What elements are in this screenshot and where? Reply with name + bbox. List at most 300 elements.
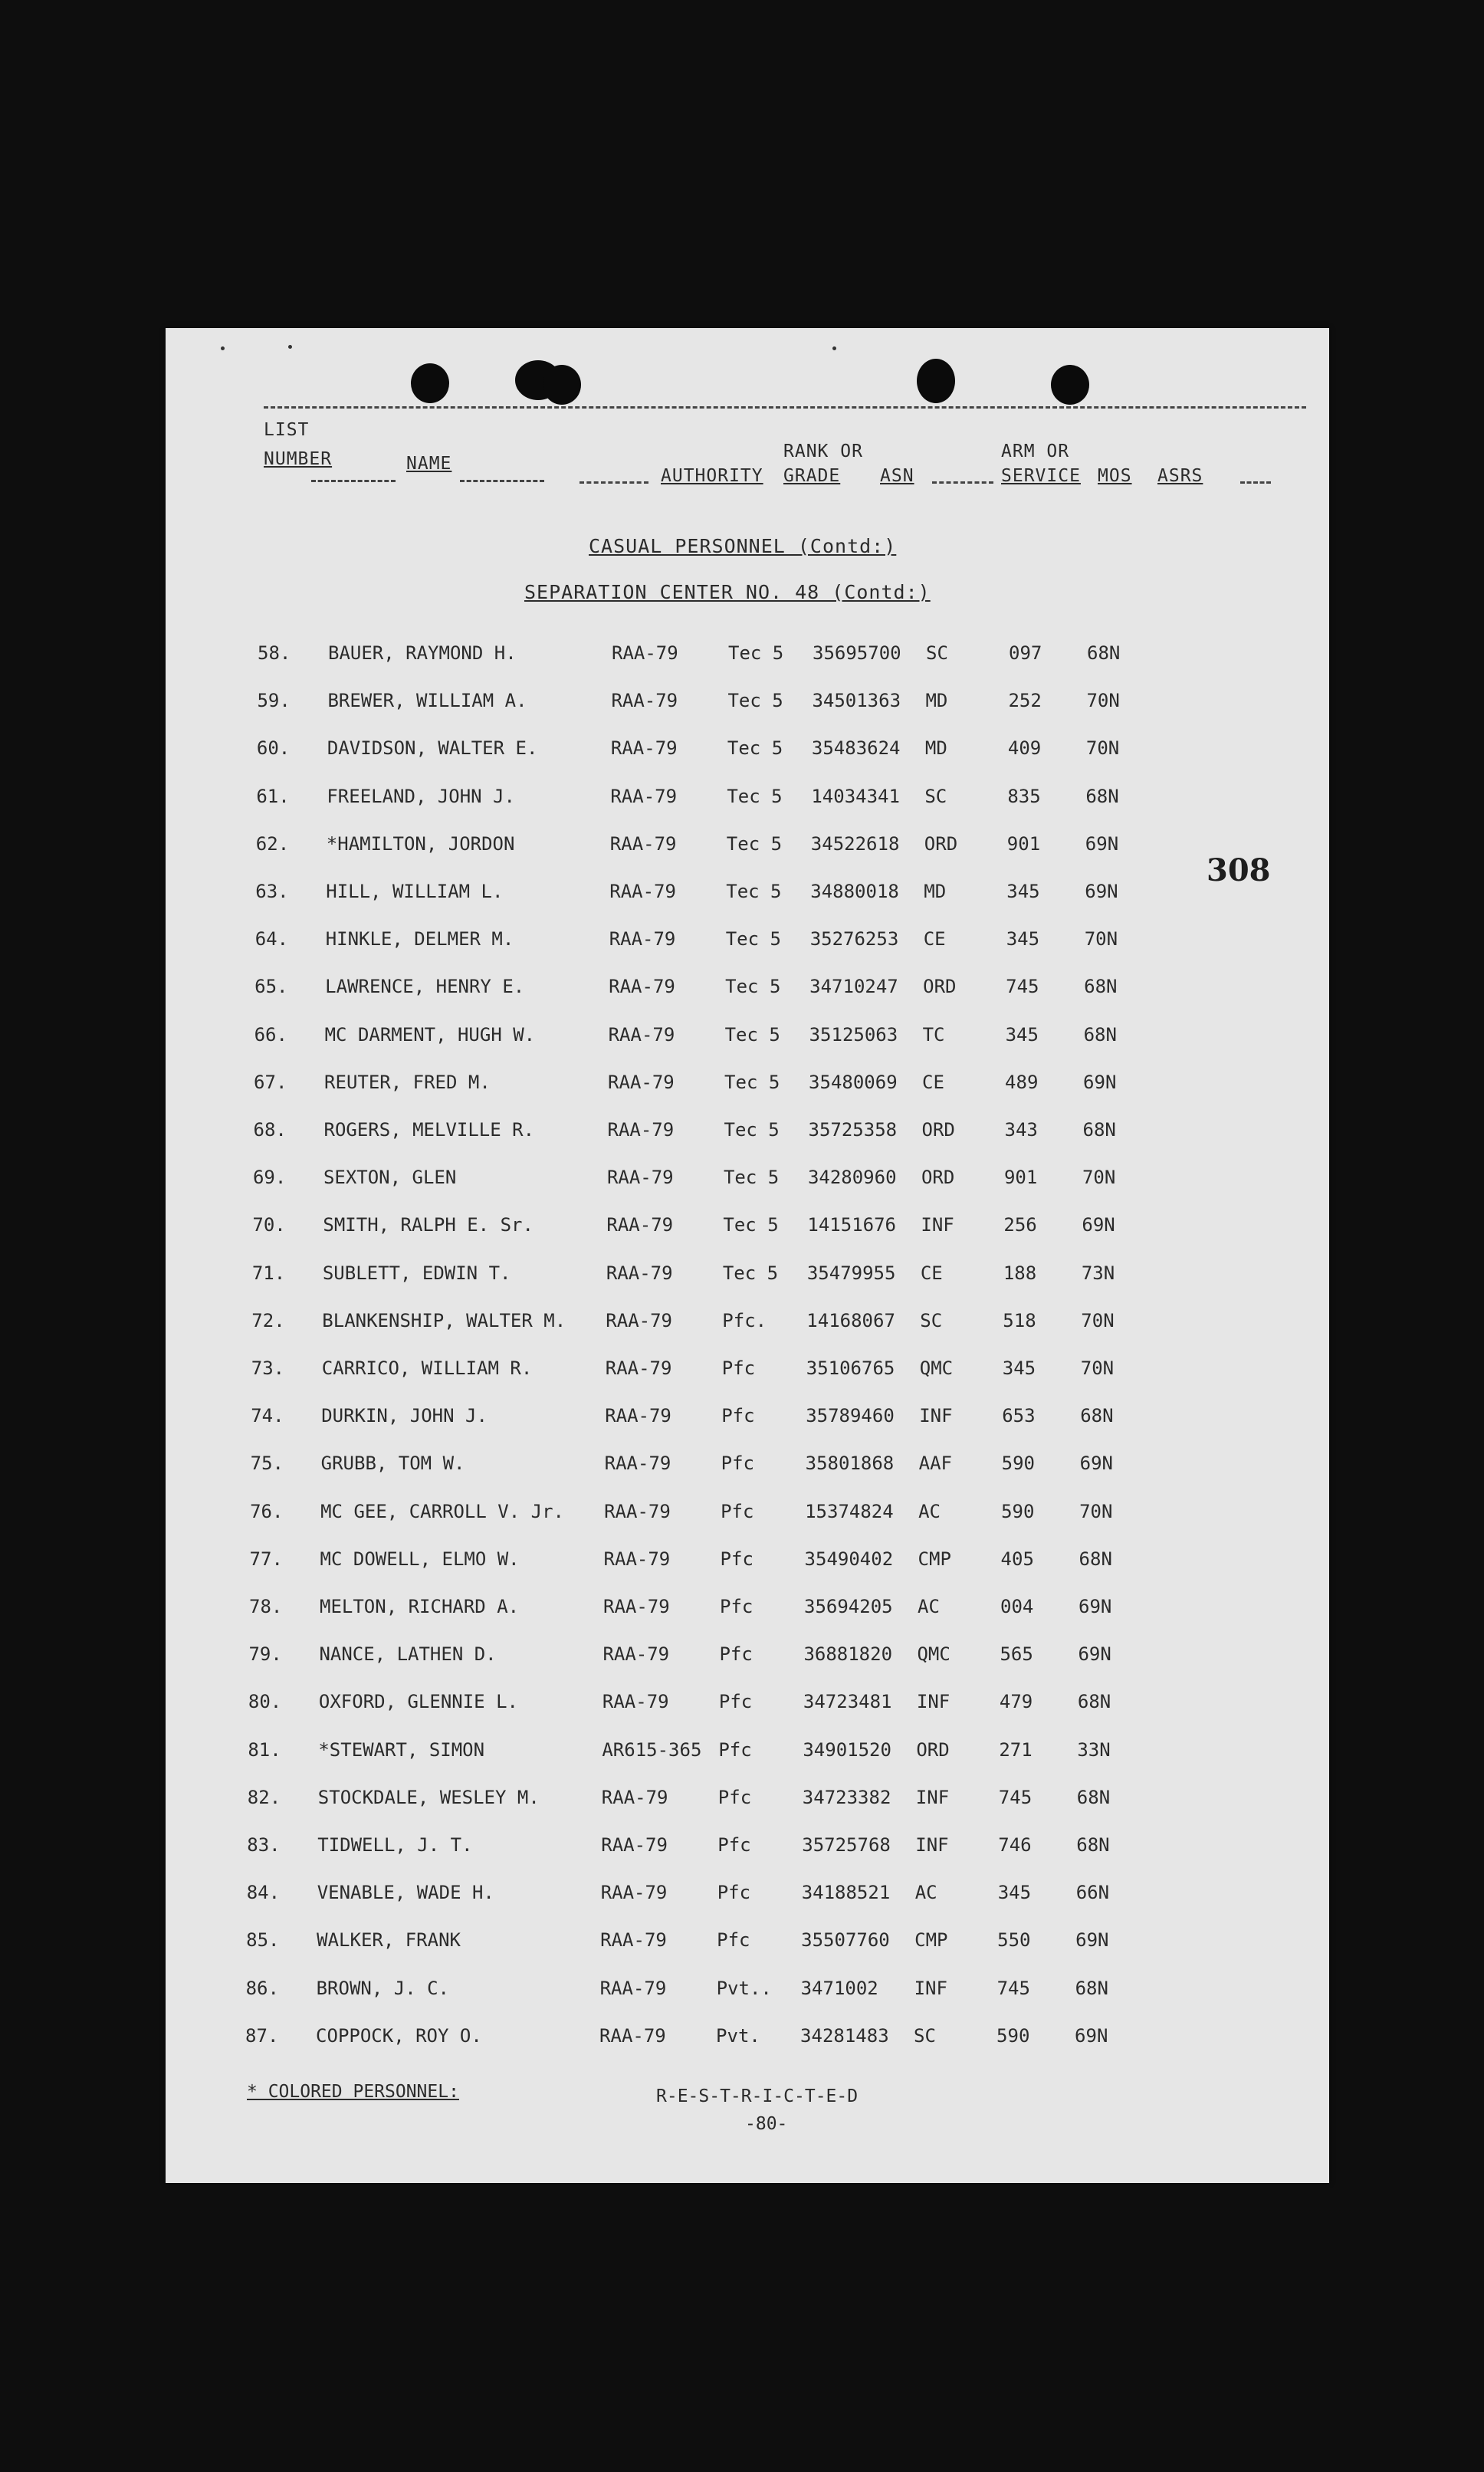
table-row — [166, 1787, 1329, 1817]
row-asrs: 68N — [1082, 1119, 1116, 1141]
row-name: MELTON, RICHARD A. — [320, 1596, 520, 1617]
row-asrs: 70N — [1084, 928, 1118, 950]
page-stamp: 308 — [1207, 852, 1271, 888]
table-row — [166, 1357, 1329, 1388]
row-asrs: 70N — [1085, 737, 1120, 760]
row-mos: 405 — [1000, 1548, 1034, 1570]
row-asrs: 68N — [1077, 1691, 1111, 1713]
row-authority: RAA-79 — [610, 785, 678, 807]
row-asrs: 70N — [1082, 1167, 1116, 1189]
row-grade: Tec 5 — [725, 928, 781, 950]
row-authority: RAA-79 — [606, 1167, 674, 1189]
row-arm: CE — [920, 1262, 943, 1284]
row-mos: 345 — [997, 1882, 1032, 1904]
row-asn: 34710247 — [809, 976, 898, 998]
row-name: NANCE, LATHEN D. — [319, 1643, 497, 1666]
row-asn: 35725358 — [808, 1119, 898, 1141]
punch-hole — [543, 365, 581, 405]
row-number: 64. — [254, 928, 289, 950]
row-mos: 746 — [998, 1834, 1032, 1856]
row-number: 73. — [251, 1357, 285, 1379]
row-mos: 345 — [1006, 881, 1040, 902]
row-grade: Tec 5 — [727, 785, 783, 807]
row-mos: 489 — [1005, 1071, 1039, 1093]
header-name-label: NAME — [406, 454, 452, 474]
row-asn: 14034341 — [811, 785, 900, 807]
table-row — [166, 1929, 1329, 1960]
row-asrs: 69N — [1085, 881, 1118, 902]
row-number: 60. — [256, 737, 291, 760]
row-arm: CE — [923, 928, 946, 950]
speck — [221, 346, 225, 350]
row-arm: MD — [925, 690, 948, 712]
row-number: 66. — [254, 1023, 287, 1046]
row-mos: 256 — [1003, 1214, 1037, 1236]
row-name: TIDWELL, J. T. — [317, 1834, 473, 1856]
row-asrs: 70N — [1080, 1357, 1115, 1379]
row-authority: RAA-79 — [610, 737, 678, 760]
row-asn: 3471002 — [800, 1977, 878, 1999]
row-arm: CMP — [914, 1929, 948, 1952]
row-authority: RAA-79 — [599, 1977, 667, 1999]
row-authority: RAA-79 — [609, 928, 676, 950]
punch-hole — [411, 363, 449, 403]
row-mos: 835 — [1007, 785, 1041, 807]
row-asrs: 69N — [1082, 1214, 1115, 1236]
row-authority: RAA-79 — [602, 1643, 670, 1666]
row-number: 58. — [258, 642, 291, 664]
row-authority: RAA-79 — [609, 881, 676, 902]
row-asn: 35694205 — [804, 1596, 893, 1617]
row-grade: Pfc — [718, 1691, 753, 1713]
row-asrs: 68N — [1079, 1548, 1112, 1570]
row-number: 81. — [248, 1738, 281, 1761]
row-asrs: 69N — [1083, 1071, 1117, 1093]
row-arm: AC — [918, 1596, 940, 1617]
row-name: OXFORD, GLENNIE L. — [318, 1691, 518, 1713]
row-asn: 35125063 — [809, 1023, 898, 1046]
row-asn: 34723481 — [803, 1691, 892, 1713]
row-grade: Pvt.. — [716, 1977, 772, 1999]
row-asrs: 68N — [1084, 976, 1118, 998]
row-asn: 34880018 — [810, 881, 899, 902]
table-row — [166, 1262, 1329, 1293]
row-name: GRUBB, TOM W. — [320, 1453, 465, 1475]
row-mos: 188 — [1003, 1262, 1037, 1284]
row-authority: RAA-79 — [601, 1834, 668, 1856]
row-grade: Tec 5 — [722, 1262, 779, 1284]
row-authority: RAA-79 — [604, 1453, 671, 1475]
row-grade: Pfc — [721, 1357, 756, 1379]
row-number: 80. — [248, 1691, 282, 1713]
row-mos: 745 — [998, 1786, 1033, 1808]
row-name: CARRICO, WILLIAM R. — [321, 1357, 533, 1379]
row-number: 70. — [252, 1214, 286, 1236]
row-asrs: 69N — [1078, 1643, 1111, 1666]
row-grade: Pfc — [721, 1453, 754, 1475]
row-authority: RAA-79 — [600, 1882, 668, 1904]
row-authority: RAA-79 — [606, 1214, 674, 1236]
row-name: LAWRENCE, HENRY E. — [325, 976, 525, 998]
row-grade: Pfc — [717, 1834, 751, 1856]
row-grade: Pfc — [720, 1596, 753, 1617]
row-number: 68. — [253, 1119, 287, 1141]
row-arm: TC — [922, 1023, 945, 1046]
row-name: VENABLE, WADE H. — [317, 1882, 494, 1904]
row-asrs: 33N — [1077, 1738, 1111, 1761]
row-mos: 653 — [1002, 1405, 1036, 1427]
row-name: *STEWART, SIMON — [318, 1738, 485, 1761]
footnote: * COLORED PERSONNEL: — [247, 2082, 459, 2102]
row-asn: 34280960 — [807, 1167, 897, 1189]
header-underline — [932, 481, 993, 484]
row-grade: Pfc — [717, 1929, 750, 1952]
header-underline — [1240, 481, 1271, 484]
row-number: 78. — [249, 1596, 283, 1617]
table-row — [166, 1405, 1329, 1436]
table-row — [166, 1024, 1329, 1055]
speck — [288, 345, 292, 349]
row-asn: 35725768 — [802, 1834, 891, 1856]
row-name: DAVIDSON, WALTER E. — [327, 737, 538, 760]
row-arm: QMC — [917, 1643, 950, 1666]
row-arm: INF — [915, 1786, 950, 1808]
row-grade: Tec 5 — [727, 737, 783, 760]
row-asn: 35490402 — [804, 1548, 894, 1570]
row-number: 71. — [251, 1262, 286, 1284]
table-row — [166, 881, 1329, 911]
row-name: SUBLETT, EDWIN T. — [322, 1262, 511, 1284]
row-authority: RAA-79 — [606, 1309, 672, 1331]
row-grade: Pfc — [720, 1548, 753, 1570]
row-mos: 565 — [1000, 1643, 1033, 1666]
row-arm: INF — [916, 1691, 950, 1713]
row-grade: Tec 5 — [724, 1023, 780, 1046]
row-arm: AC — [918, 1500, 941, 1522]
row-asrs: 66N — [1075, 1882, 1110, 1904]
row-authority: RAA-79 — [607, 1119, 675, 1141]
row-asn: 34723382 — [802, 1786, 891, 1808]
row-name: REUTER, FRED M. — [324, 1071, 491, 1093]
row-name: STOCKDALE, WESLEY M. — [317, 1786, 540, 1808]
row-asrs: 69N — [1075, 1929, 1109, 1952]
table-row — [166, 833, 1329, 864]
row-arm: INF — [915, 1834, 949, 1856]
row-mos: 590 — [996, 2024, 1030, 2047]
row-number: 67. — [254, 1071, 287, 1093]
row-asn: 35480069 — [809, 1071, 898, 1093]
row-number: 86. — [245, 1977, 279, 1999]
row-arm: CE — [922, 1071, 944, 1093]
row-name: DURKIN, JOHN J. — [321, 1405, 488, 1427]
header-underline — [311, 480, 396, 482]
row-arm: ORD — [924, 832, 958, 855]
row-arm: INF — [919, 1405, 953, 1427]
row-authority: RAA-79 — [603, 1596, 670, 1617]
punch-hole — [917, 359, 955, 403]
header-asn-label: ASN — [880, 466, 914, 486]
row-number: 75. — [250, 1453, 284, 1475]
punch-hole — [1051, 365, 1089, 405]
row-grade: Tec 5 — [725, 976, 781, 998]
row-number: 76. — [250, 1500, 284, 1522]
table-row — [166, 737, 1329, 768]
row-mos: 745 — [1006, 976, 1039, 998]
table-row — [166, 1739, 1329, 1770]
table-row — [166, 642, 1329, 673]
row-asn: 35106765 — [806, 1357, 895, 1379]
row-mos: 343 — [1004, 1119, 1038, 1141]
row-grade: Pfc. — [722, 1309, 767, 1331]
row-arm: SC — [920, 1309, 943, 1331]
header-underline — [460, 480, 544, 482]
row-arm: MD — [924, 881, 947, 902]
row-authority: RAA-79 — [611, 690, 678, 712]
row-asrs: 69N — [1085, 832, 1119, 855]
restricted-label: R-E-S-T-R-I-C-T-E-D — [656, 2086, 859, 2106]
row-asrs: 68N — [1075, 1977, 1108, 1999]
row-grade: Pfc — [721, 1405, 755, 1427]
row-authority: RAA-79 — [603, 1548, 671, 1570]
row-grade: Pfc — [721, 1500, 754, 1522]
row-mos: 097 — [1009, 642, 1042, 664]
row-name: BREWER, WILLIAM A. — [327, 690, 527, 712]
row-arm: SC — [924, 785, 947, 807]
row-authority: RAA-79 — [609, 976, 675, 998]
table-row — [166, 2025, 1329, 2056]
row-asn: 36881820 — [803, 1643, 893, 1666]
table-row — [166, 1596, 1329, 1627]
row-name: MC DARMENT, HUGH W. — [324, 1023, 536, 1046]
row-number: 61. — [256, 785, 290, 807]
row-grade: Pfc — [719, 1643, 753, 1666]
row-asn: 34188521 — [801, 1882, 891, 1904]
row-name: HILL, WILLIAM L. — [326, 881, 504, 902]
row-name: ROGERS, MELVILLE R. — [323, 1119, 535, 1141]
row-grade: Tec 5 — [723, 1167, 780, 1189]
row-authority: RAA-79 — [606, 1262, 673, 1284]
row-authority: RAA-79 — [609, 832, 677, 855]
row-grade: Tec 5 — [726, 832, 783, 855]
row-number: 82. — [247, 1786, 281, 1808]
row-grade: Pvt. — [716, 2024, 760, 2047]
header-grade-label: GRADE — [783, 466, 841, 486]
row-name: *HAMILTON, JORDON — [326, 832, 515, 855]
table-row — [166, 1214, 1329, 1245]
row-number: 69. — [252, 1167, 287, 1189]
row-asn: 35276253 — [809, 928, 899, 950]
row-number: 84. — [246, 1882, 281, 1904]
row-asrs: 68N — [1083, 1023, 1117, 1046]
row-asrs: 70N — [1079, 1500, 1113, 1522]
header-rank-label: RANK OR — [783, 442, 863, 461]
row-grade: Pfc — [718, 1738, 752, 1761]
row-name: MC DOWELL, ELMO W. — [320, 1548, 520, 1570]
row-arm: ORD — [921, 1167, 955, 1189]
row-asn: 34522618 — [810, 832, 900, 855]
row-name: BAUER, RAYMOND H. — [328, 642, 517, 664]
table-row — [166, 1643, 1329, 1674]
row-mos: 409 — [1007, 737, 1042, 760]
row-grade: Tec 5 — [724, 1071, 780, 1093]
row-asrs: 70N — [1081, 1309, 1115, 1331]
header-mos-label: MOS — [1098, 466, 1132, 486]
row-number: 59. — [257, 690, 291, 712]
page-number: -80- — [745, 2114, 788, 2134]
row-asrs: 69N — [1079, 1453, 1113, 1475]
row-name: COPPOCK, ROY O. — [316, 2024, 482, 2047]
row-authority: RAA-79 — [601, 1786, 668, 1808]
row-arm: SC — [926, 642, 948, 664]
row-asrs: 70N — [1086, 690, 1120, 712]
row-number: 72. — [251, 1309, 285, 1331]
row-authority: RAA-79 — [608, 1071, 675, 1093]
row-name: WALKER, FRANK — [317, 1929, 461, 1952]
row-arm: ORD — [921, 1119, 955, 1141]
row-grade: Tec 5 — [726, 881, 782, 902]
table-row — [166, 1501, 1329, 1531]
row-asrs: 68N — [1085, 785, 1119, 807]
row-authority: RAA-79 — [604, 1500, 671, 1522]
row-asrs: 69N — [1079, 1596, 1112, 1617]
row-name: BROWN, J. C. — [316, 1977, 449, 1999]
row-name: MC GEE, CARROLL V. Jr. — [320, 1500, 564, 1522]
row-arm: INF — [921, 1214, 954, 1236]
row-number: 79. — [248, 1643, 282, 1666]
row-asrs: 68N — [1080, 1405, 1114, 1427]
row-arm: ORD — [923, 976, 957, 998]
row-authority: RAA-79 — [602, 1691, 669, 1713]
row-authority: RAA-79 — [612, 642, 678, 664]
table-row — [166, 928, 1329, 959]
table-row — [166, 1548, 1329, 1579]
row-number: 74. — [251, 1405, 284, 1427]
row-name: SEXTON, GLEN — [323, 1167, 457, 1189]
row-asrs: 69N — [1075, 2024, 1108, 2047]
row-arm: SC — [914, 2024, 936, 2047]
table-row — [166, 1691, 1329, 1722]
row-mos: 271 — [999, 1738, 1033, 1761]
row-grade: Tec 5 — [728, 642, 784, 664]
row-name: SMITH, RALPH E. Sr. — [323, 1214, 534, 1236]
table-row — [166, 1072, 1329, 1102]
row-mos: 745 — [996, 1977, 1030, 1999]
row-mos: 004 — [1000, 1596, 1034, 1617]
row-asrs: 73N — [1081, 1262, 1115, 1284]
row-arm: CMP — [918, 1548, 951, 1570]
row-arm: INF — [914, 1977, 947, 1999]
row-asn: 34281483 — [800, 2024, 889, 2047]
row-number: 62. — [255, 832, 290, 855]
row-asn: 35507760 — [801, 1929, 890, 1952]
table-row — [166, 1167, 1329, 1197]
row-name: BLANKENSHIP, WALTER M. — [322, 1309, 566, 1331]
sub-title: SEPARATION CENTER NO. 48 (Contd:) — [524, 581, 931, 603]
row-number: 85. — [246, 1929, 280, 1952]
speck — [832, 346, 836, 350]
table-row — [166, 976, 1329, 1006]
row-asrs: 68N — [1087, 642, 1121, 664]
row-asn: 34501363 — [812, 690, 901, 712]
header-authority-label: AUTHORITY — [661, 466, 763, 486]
row-asn: 35695700 — [813, 642, 901, 664]
row-mos: 345 — [1006, 928, 1040, 950]
row-asn: 35789460 — [806, 1405, 895, 1427]
row-grade: Pfc — [717, 1882, 751, 1904]
row-number: 63. — [255, 881, 289, 902]
header-underline — [579, 481, 648, 484]
row-number: 77. — [249, 1548, 283, 1570]
row-authority: RAA-79 — [600, 1929, 667, 1952]
document-page — [166, 328, 1329, 2183]
row-mos: 550 — [997, 1929, 1031, 1952]
row-mos: 901 — [1006, 832, 1041, 855]
row-arm: AAF — [918, 1453, 952, 1475]
row-authority: AR615-365 — [602, 1738, 702, 1761]
row-name: FREELAND, JOHN J. — [327, 785, 515, 807]
row-grade: Tec 5 — [724, 1119, 780, 1141]
header-list-label: LIST — [264, 420, 310, 440]
header-arm-label: ARM OR — [1001, 442, 1070, 461]
table-row — [166, 1882, 1329, 1912]
row-authority: RAA-79 — [605, 1405, 671, 1427]
row-asn: 35801868 — [805, 1453, 895, 1475]
row-mos: 590 — [1001, 1500, 1035, 1522]
row-grade: Tec 5 — [727, 690, 783, 712]
row-asn: 14168067 — [806, 1309, 895, 1331]
table-row — [166, 1978, 1329, 2008]
row-asn: 35483624 — [811, 737, 901, 760]
row-mos: 590 — [1001, 1453, 1035, 1475]
row-number: 65. — [254, 976, 288, 998]
row-name: HINKLE, DELMER M. — [325, 928, 514, 950]
row-mos: 901 — [1003, 1167, 1038, 1189]
row-mos: 518 — [1003, 1309, 1036, 1331]
table-row — [166, 1834, 1329, 1865]
row-arm: ORD — [916, 1738, 950, 1761]
row-arm: QMC — [919, 1357, 954, 1379]
header-number-label: NUMBER — [264, 449, 333, 469]
row-mos: 252 — [1008, 690, 1042, 712]
section-title: CASUAL PERSONNEL (Contd:) — [589, 535, 897, 557]
row-arm: AC — [914, 1882, 937, 1904]
row-asn: 34901520 — [803, 1738, 891, 1761]
row-arm: MD — [924, 737, 947, 760]
row-asrs: 68N — [1076, 1834, 1110, 1856]
row-mos: 345 — [1005, 1023, 1039, 1046]
header-asrs-label: ASRS — [1157, 466, 1203, 486]
row-authority: RAA-79 — [599, 2024, 666, 2047]
row-mos: 345 — [1002, 1357, 1036, 1379]
table-row — [166, 786, 1329, 816]
table-row — [166, 1310, 1329, 1341]
row-asn: 14151676 — [807, 1214, 896, 1236]
row-mos: 479 — [999, 1691, 1033, 1713]
row-number: 87. — [245, 2024, 279, 2047]
row-authority: RAA-79 — [605, 1357, 672, 1379]
header-service-label: SERVICE — [1001, 466, 1081, 486]
row-grade: Pfc — [717, 1786, 752, 1808]
table-row — [166, 690, 1329, 721]
row-number: 83. — [247, 1834, 281, 1856]
row-asn: 15374824 — [805, 1500, 894, 1522]
row-grade: Tec 5 — [723, 1214, 779, 1236]
row-authority: RAA-79 — [608, 1023, 675, 1046]
table-row — [166, 1119, 1329, 1150]
header-rule — [264, 406, 1306, 409]
table-row — [166, 1453, 1329, 1483]
row-asrs: 68N — [1076, 1786, 1111, 1808]
